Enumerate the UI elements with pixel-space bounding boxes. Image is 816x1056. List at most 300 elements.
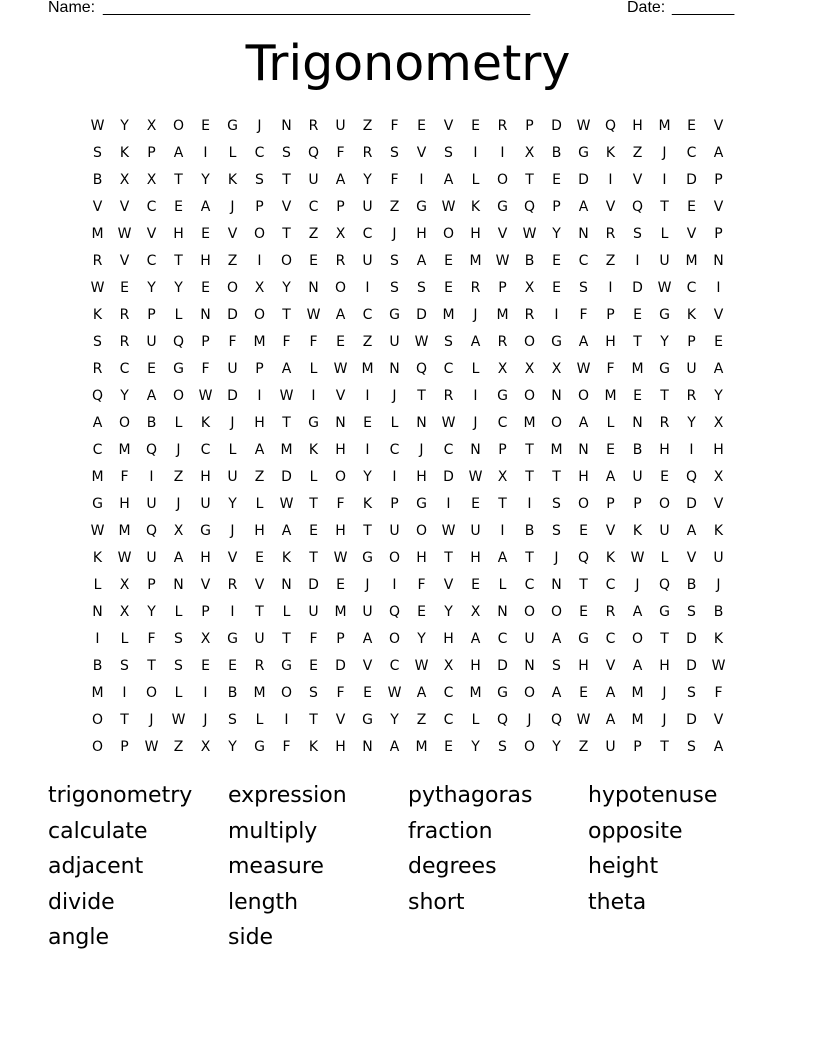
grid-letter: V [713, 118, 724, 134]
grid-letter: T [255, 604, 264, 620]
grid-letter: S [444, 334, 453, 350]
grid-letter: D [578, 172, 589, 188]
grid-letter: D [308, 577, 319, 593]
grid-letter: T [660, 388, 669, 404]
grid-letter: L [174, 307, 183, 323]
grid-letter: W [414, 658, 429, 674]
grid-letter: G [200, 523, 211, 539]
grid-letter: A [713, 361, 724, 377]
grid-letter: T [498, 496, 507, 512]
grid-letter: X [119, 604, 130, 620]
grid-letter: O [496, 172, 509, 188]
grid-letter: D [686, 172, 697, 188]
grid-letter: V [713, 199, 724, 215]
grid-letter: P [633, 739, 642, 755]
grid-letter: H [416, 226, 427, 242]
grid-letter: G [92, 496, 103, 512]
grid-letter: Y [363, 172, 372, 188]
grid-letter: P [255, 199, 264, 215]
grid-letter: E [201, 280, 210, 296]
grid-letter: H [605, 334, 616, 350]
page-title: Trigonometry [245, 35, 571, 92]
grid-letter: H [578, 469, 589, 485]
grid-letter: U [308, 172, 319, 188]
grid-letter: N [551, 388, 562, 404]
grid-letter: W [306, 307, 321, 323]
grid-letter: X [335, 226, 346, 242]
grid-letter: X [551, 361, 562, 377]
word-bank-item: degrees [408, 854, 497, 879]
grid-letter: Y [417, 631, 426, 647]
grid-letter: F [336, 496, 345, 512]
grid-letter: S [174, 658, 183, 674]
grid-letter: T [282, 631, 291, 647]
grid-letter: N [281, 118, 292, 134]
grid-letter: E [201, 226, 210, 242]
grid-letter: E [687, 118, 696, 134]
grid-letter: A [713, 145, 724, 161]
grid-letter: Z [362, 334, 373, 350]
grid-letter: A [173, 550, 184, 566]
grid-letter: H [254, 415, 265, 431]
grid-letter: I [689, 442, 694, 458]
grid-letter: W [711, 658, 726, 674]
grid-letter: V [281, 199, 292, 215]
grid-letter: Z [578, 739, 589, 755]
word-bank-item: trigonometry [48, 783, 193, 808]
word-bank-item: divide [48, 889, 115, 915]
grid-letter: U [605, 739, 616, 755]
grid-letter: I [284, 712, 289, 728]
grid-letter: N [713, 253, 724, 269]
word-bank-item: short [408, 889, 465, 915]
grid-letter: U [389, 523, 400, 539]
grid-letter: A [713, 739, 724, 755]
grid-letter: R [443, 388, 454, 404]
grid-letter: P [336, 199, 345, 215]
grid-letter: H [200, 253, 211, 269]
grid-letter: T [309, 550, 318, 566]
grid-letter: N [524, 658, 535, 674]
date-blank-line: _______ [672, 0, 735, 16]
word-search-grid [84, 113, 732, 761]
grid-letter: W [495, 253, 510, 269]
grid-letter: M [685, 253, 698, 269]
grid-letter: Y [390, 712, 399, 728]
grid-letter: T [525, 550, 534, 566]
grid-letter: N [281, 577, 292, 593]
grid-letter: S [579, 280, 588, 296]
grid-letter: G [551, 334, 562, 350]
grid-letter: V [119, 199, 130, 215]
grid-letter: A [389, 739, 400, 755]
grid-letter: I [635, 253, 640, 269]
grid-letter: K [713, 523, 724, 539]
grid-letter: O [523, 685, 536, 701]
grid-letter: M [253, 685, 266, 701]
grid-letter: T [660, 631, 669, 647]
grid-letter: X [443, 658, 454, 674]
grid-letter: J [230, 523, 235, 539]
grid-letter: W [576, 118, 591, 134]
grid-letter: C [389, 658, 400, 674]
grid-letter: X [173, 523, 184, 539]
grid-letter: S [552, 496, 561, 512]
grid-letter: E [660, 469, 669, 485]
grid-letter: G [281, 658, 292, 674]
grid-letter: F [336, 685, 345, 701]
grid-letter: O [91, 739, 104, 755]
grid-letter: I [365, 442, 370, 458]
word-bank-item: angle [48, 925, 110, 950]
grid-letter: C [119, 361, 130, 377]
grid-letter: M [253, 334, 266, 350]
grid-letter: W [90, 280, 105, 296]
grid-letter: I [149, 469, 154, 485]
grid-letter: O [334, 469, 347, 485]
grid-letter: T [660, 739, 669, 755]
grid-letter: Y [552, 226, 561, 242]
grid-letter: K [713, 631, 724, 647]
grid-letter: M [361, 361, 374, 377]
grid-letter: A [470, 334, 481, 350]
grid-letter: L [471, 172, 480, 188]
grid-letter: W [279, 388, 294, 404]
grid-letter: N [578, 442, 589, 458]
grid-letter: I [419, 172, 424, 188]
grid-letter: T [525, 469, 534, 485]
grid-letter: H [335, 739, 346, 755]
grid-letter: V [713, 712, 724, 728]
grid-letter: E [471, 118, 480, 134]
grid-letter: P [336, 631, 345, 647]
grid-letter: R [605, 226, 616, 242]
grid-letter: C [497, 631, 508, 647]
grid-letter: M [631, 712, 644, 728]
grid-letter: W [171, 712, 186, 728]
grid-letter: E [309, 523, 318, 539]
grid-letter: J [392, 226, 397, 242]
grid-letter: Q [523, 199, 536, 215]
grid-letter: S [390, 280, 399, 296]
grid-letter: Z [389, 199, 400, 215]
grid-letter: I [554, 307, 559, 323]
grid-letter: O [523, 334, 536, 350]
grid-letter: S [93, 334, 102, 350]
grid-letter: P [552, 199, 561, 215]
grid-letter: O [658, 496, 671, 512]
grid-letter: F [390, 172, 399, 188]
grid-letter: B [686, 577, 697, 593]
grid-letter: M [118, 523, 131, 539]
grid-letter: J [149, 712, 154, 728]
grid-letter: E [255, 550, 264, 566]
grid-letter: E [228, 658, 237, 674]
grid-letter: R [92, 361, 103, 377]
grid-letter: K [281, 550, 292, 566]
grid-letter: F [147, 631, 156, 647]
grid-letter: P [606, 307, 615, 323]
grid-letter: I [608, 280, 613, 296]
grid-letter: S [255, 172, 264, 188]
grid-letter: O [145, 685, 158, 701]
grid-letter: Q [631, 199, 644, 215]
grid-letter: H [470, 658, 481, 674]
grid-letter: P [525, 118, 534, 134]
grid-letter: I [608, 172, 613, 188]
grid-letter: V [227, 226, 238, 242]
grid-letter: L [660, 550, 669, 566]
grid-letter: C [146, 253, 157, 269]
grid-letter: Q [604, 118, 617, 134]
grid-letter: X [524, 145, 535, 161]
grid-letter: R [605, 604, 616, 620]
grid-letter: M [523, 415, 536, 431]
grid-letter: E [552, 280, 561, 296]
grid-letter: H [659, 658, 670, 674]
grid-letter: X [497, 469, 508, 485]
grid-letter: A [92, 415, 103, 431]
grid-letter: O [91, 712, 104, 728]
grid-letter: X [497, 361, 508, 377]
grid-letter: Y [471, 739, 480, 755]
grid-letter: B [551, 145, 562, 161]
grid-letter: Y [201, 172, 210, 188]
grid-letter: C [146, 199, 157, 215]
grid-letter: E [336, 334, 345, 350]
grid-letter: H [335, 523, 346, 539]
grid-letter: W [333, 361, 348, 377]
grid-letter: G [254, 739, 265, 755]
grid-letter: E [336, 577, 345, 593]
grid-letter: E [471, 577, 480, 593]
grid-letter: L [255, 712, 264, 728]
grid-letter: R [227, 577, 238, 593]
grid-letter: X [119, 577, 130, 593]
grid-letter: S [309, 685, 318, 701]
grid-letter: Q [172, 334, 185, 350]
grid-letter: M [550, 442, 563, 458]
grid-letter: G [578, 631, 589, 647]
grid-letter: R [524, 307, 535, 323]
grid-letter: S [93, 145, 102, 161]
grid-letter: L [471, 712, 480, 728]
grid-letter: C [443, 712, 454, 728]
grid-letter: W [144, 739, 159, 755]
grid-letter: T [309, 712, 318, 728]
grid-letter: K [119, 145, 130, 161]
grid-letter: Z [308, 226, 319, 242]
grid-letter: Y [363, 469, 372, 485]
grid-letter: C [443, 685, 454, 701]
grid-letter: E [201, 658, 210, 674]
grid-letter: I [95, 631, 100, 647]
grid-letter: R [362, 145, 373, 161]
grid-letter: I [716, 280, 721, 296]
grid-letter: M [91, 469, 104, 485]
grid-letter: L [174, 685, 183, 701]
grid-letter: V [362, 658, 373, 674]
grid-letter: H [416, 469, 427, 485]
grid-letter: J [527, 712, 532, 728]
grid-letter: C [605, 577, 616, 593]
grid-letter: X [119, 172, 130, 188]
grid-letter: V [713, 496, 724, 512]
grid-letter: C [92, 442, 103, 458]
grid-letter: N [497, 604, 508, 620]
grid-letter: Q [415, 361, 428, 377]
grid-letter: J [473, 307, 478, 323]
grid-letter: C [200, 442, 211, 458]
grid-letter: X [146, 172, 157, 188]
grid-letter: V [146, 226, 157, 242]
grid-letter: V [254, 577, 265, 593]
grid-letter: C [362, 307, 373, 323]
grid-letter: V [605, 523, 616, 539]
grid-letter: V [686, 226, 697, 242]
grid-letter: Q [91, 388, 104, 404]
grid-letter: Y [687, 415, 696, 431]
grid-letter: G [659, 307, 670, 323]
grid-letter: Q [145, 442, 158, 458]
grid-letter: F [228, 334, 237, 350]
grid-letter: L [228, 145, 237, 161]
grid-letter: I [392, 469, 397, 485]
grid-letter: T [282, 226, 291, 242]
grid-letter: U [362, 604, 373, 620]
grid-letter: S [552, 523, 561, 539]
grid-letter: I [257, 253, 262, 269]
word-bank-item: fraction [408, 818, 493, 844]
grid-letter: J [716, 577, 721, 593]
grid-letter: E [417, 604, 426, 620]
grid-letter: U [389, 334, 400, 350]
grid-letter: O [226, 280, 239, 296]
grid-letter: T [282, 307, 291, 323]
word-bank-item: pythagoras [408, 783, 533, 808]
grid-letter: A [281, 361, 292, 377]
grid-letter: J [176, 496, 181, 512]
grid-letter: A [551, 685, 562, 701]
grid-letter: V [443, 118, 454, 134]
grid-letter: L [660, 226, 669, 242]
grid-letter: T [363, 523, 372, 539]
name-label: Name: [48, 0, 96, 16]
grid-letter: N [632, 415, 643, 431]
grid-letter: B [146, 415, 157, 431]
grid-letter: A [470, 631, 481, 647]
grid-letter: N [389, 361, 400, 377]
grid-letter: B [524, 523, 535, 539]
grid-letter: P [714, 226, 723, 242]
grid-letter: C [686, 280, 697, 296]
grid-letter: E [417, 118, 426, 134]
grid-letter: Z [605, 253, 616, 269]
grid-letter: Q [307, 145, 320, 161]
grid-letter: K [470, 199, 481, 215]
grid-letter: E [579, 523, 588, 539]
grid-letter: S [282, 145, 291, 161]
grid-letter: D [497, 658, 508, 674]
word-bank-item: adjacent [48, 854, 144, 879]
grid-letter: S [174, 631, 183, 647]
grid-letter: F [120, 469, 129, 485]
grid-letter: P [255, 361, 264, 377]
grid-letter: P [120, 739, 129, 755]
grid-letter: Y [444, 604, 453, 620]
grid-letter: T [147, 658, 156, 674]
grid-letter: P [147, 577, 156, 593]
grid-letter: F [282, 334, 291, 350]
grid-letter: W [630, 550, 645, 566]
grid-letter: Y [714, 388, 723, 404]
grid-letter: J [662, 685, 667, 701]
word-bank-item: length [228, 889, 299, 915]
grid-letter: N [308, 280, 319, 296]
grid-letter: P [687, 334, 696, 350]
grid-letter: L [174, 604, 183, 620]
grid-letter: U [335, 118, 346, 134]
grid-letter: I [365, 388, 370, 404]
grid-letter: I [392, 577, 397, 593]
grid-letter: V [119, 253, 130, 269]
grid-letter: T [525, 172, 534, 188]
grid-letter: P [606, 496, 615, 512]
grid-letter: X [524, 280, 535, 296]
grid-letter: R [497, 334, 508, 350]
grid-letter: K [308, 442, 319, 458]
grid-letter: E [174, 199, 183, 215]
grid-letter: Q [145, 523, 158, 539]
grid-letter: H [632, 118, 643, 134]
grid-letter: K [92, 550, 103, 566]
grid-letter: O [523, 604, 536, 620]
word-bank-item: height [588, 854, 659, 879]
grid-letter: U [254, 631, 265, 647]
grid-letter: L [498, 577, 507, 593]
grid-letter: J [554, 550, 559, 566]
grid-letter: E [147, 361, 156, 377]
grid-letter: D [686, 658, 697, 674]
grid-letter: E [363, 415, 372, 431]
word-bank-item: hypotenuse [588, 783, 718, 808]
grid-letter: E [363, 685, 372, 701]
grid-letter: M [631, 685, 644, 701]
grid-letter: J [473, 415, 478, 431]
grid-letter: L [606, 415, 615, 431]
grid-letter: C [524, 577, 535, 593]
grid-letter: Y [228, 739, 237, 755]
grid-letter: H [470, 226, 481, 242]
grid-letter: F [714, 685, 723, 701]
grid-letter: P [390, 496, 399, 512]
grid-letter: F [390, 118, 399, 134]
grid-letter: O [388, 631, 401, 647]
grid-letter: U [227, 469, 238, 485]
grid-letter: I [500, 145, 505, 161]
grid-letter: G [497, 199, 508, 215]
grid-letter: S [633, 226, 642, 242]
grid-letter: E [309, 253, 318, 269]
name-blank-line: ________________________________________________ [103, 0, 531, 16]
grid-letter: N [416, 415, 427, 431]
grid-letter: Q [550, 712, 563, 728]
grid-letter: V [443, 577, 454, 593]
grid-letter: O [523, 739, 536, 755]
grid-letter: M [415, 739, 428, 755]
grid-letter: C [605, 631, 616, 647]
grid-letter: O [442, 226, 455, 242]
